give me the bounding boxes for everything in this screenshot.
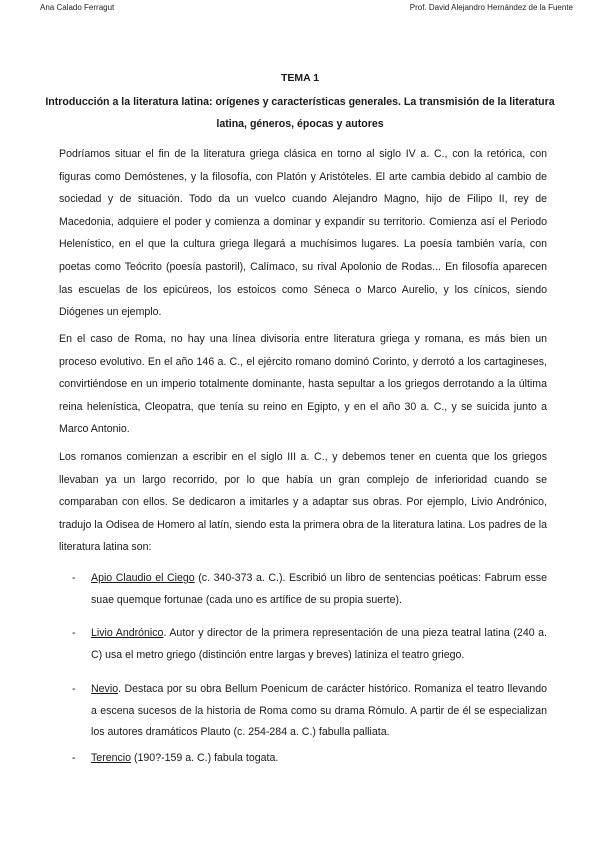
- list-dash: -: [72, 572, 76, 584]
- author-description: . Destaca por su obra Bellum Poenicum de carácter histórico. Romaniza el teatro llevando a escena sucesos de la historia de Roma como su drama Rómulo. A partir de él se especializan los autores dramáticos Plauto (c. 254-284 a. C.) fabulla palliata.: [91, 683, 547, 738]
- list-item-text: [91, 679, 547, 744]
- author-description: (190?-159 a. C.) fabula togata.: [131, 752, 279, 764]
- author-name: Apio Claudio el Ciego: [91, 572, 195, 584]
- author-description: . Autor y director de la primera representación de una pieza teatral latina (240 a. C) usa el metro griego (distinción entre largas y breves) latiniza el teatro griego.: [91, 627, 547, 661]
- header-author: Ana Calado Ferragut: [40, 3, 115, 12]
- page-title: TEMA 1: [280, 72, 320, 84]
- paragraph-2: En el caso de Roma, no hay una línea divisoria entre literatura griega y romana, es más bien un proceso evolutivo. En el año 146 a. C., el ejército romano dominó Corinto, y derrotó a los cartagineses, convirtiéndose en un imperio totalmente dominante, hasta sepultar a los griegos derrotando a la última reina helenística, Cleopatra, que tenía su reino en Egipto, y en el año 30 a. C., y se suicida junto a Marco Antonio.: [59, 333, 547, 436]
- list-dash: -: [72, 752, 76, 764]
- list-dash: -: [72, 627, 76, 639]
- author-name: Terencio: [91, 752, 132, 764]
- author-description: (c. 340-373 a. C.). Escribió un libro de sentencias poéticas: Fabrum esse suae quemque fortunae (cada uno es artífice de su propia suerte).: [91, 572, 547, 606]
- list-item-text: [91, 568, 547, 611]
- list-dash: -: [72, 683, 76, 695]
- list-item-text: [91, 623, 547, 666]
- paragraph-1: Podríamos situar el fin de la literatura griega clásica en torno al siglo IV a. C., con la retórica, con figuras como Demóstenes, y la filosofía, con Platón y Aristóteles. El arte cambia debido al cambio de sociedad y de situación. Todo da un vuelco cuando Alejandro Magno, hijo de Filipo II, rey de Macedonia, adquiere el poder y comienza a dominar y expandir su territorio. Comienza así el Periodo Helenístico, en el que la cultura griega llegará a muchísimos lugares. La poesía también varía, con poetas como Teócrito (poesía pastoril), Calímaco, su rival Apolonio de Rodas... En filosofía aparecen las escuelas de los epicúreos, los estoicos como Séneca o Marco Aurelio, y los cínicos, siendo Diógenes un ejemplo.: [59, 148, 547, 319]
- author-name: Nevio: [91, 683, 119, 695]
- paragraph-3: Los romanos comienzan a escribir en el siglo III a. C., y debemos tener en cuenta que los griegos llevaban ya un largo recorrido, por lo que había un gran complejo de inferioridad cuando se comparaban con ellos. Se dedicaron a imitarles y a adaptar sus obras. Por ejemplo, Livio Andrónico, tradujo la Odisea de Homero al latín, siendo esta la primera obra de la literatura latina. Los padres de la literatura latina son:: [59, 451, 547, 554]
- author-name: Livio Andrónico: [91, 627, 164, 639]
- list-item-text: [91, 748, 547, 770]
- header-professor: Prof. David Alejandro Hernández de la Fuente: [409, 3, 573, 12]
- page-subtitle: Introducción a la literatura latina: orígenes y características generales. La transmisión de la literatura latina, géneros, épocas y autores: [45, 96, 555, 130]
